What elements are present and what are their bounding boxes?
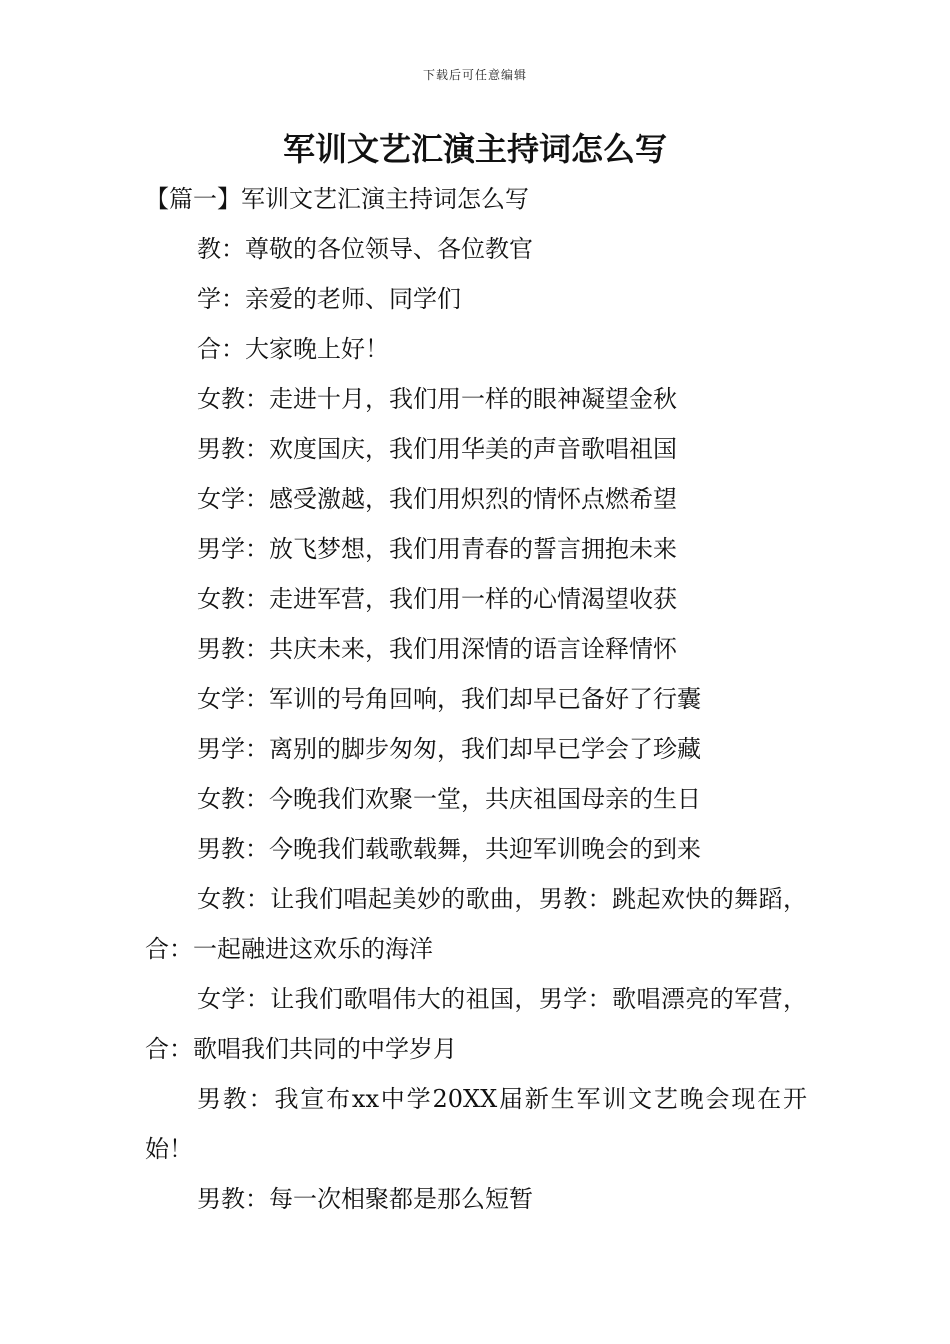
section-heading: 【篇一】军训文艺汇演主持词怎么写 — [145, 185, 529, 213]
script-line: 男学：离别的脚步匆匆，我们却早已学会了珍藏 — [197, 735, 701, 763]
script-line: 合：大家晚上好！ — [197, 335, 389, 363]
script-line: 女学：军训的号角回响，我们却早已备好了行囊 — [197, 685, 701, 713]
script-line: 教：尊敬的各位领导、各位教官 — [197, 235, 533, 263]
script-line: 男教：每一次相聚都是那么短暂 — [197, 1185, 533, 1213]
page-header-note: 下载后可任意编辑 — [422, 68, 527, 82]
document-body — [145, 174, 807, 1224]
script-line: 女学：让我们歌唱伟大的祖国，男学：歌唱漂亮的军营，合：歌唱我们共同的中学岁月 — [145, 985, 807, 1063]
script-line: 学：亲爱的老师、同学们 — [197, 285, 461, 313]
script-line: 女教：让我们唱起美妙的歌曲，男教：跳起欢快的舞蹈，合：一起融进这欢乐的海洋 — [145, 885, 807, 963]
script-line: 男教：我宣布xx中学20XX届新生军训文艺晚会现在开始！ — [145, 1085, 807, 1163]
script-line: 女学：感受激越，我们用炽烈的情怀点燃希望 — [197, 485, 677, 513]
script-line: 女教：走进十月，我们用一样的眼神凝望金秋 — [197, 385, 677, 413]
script-line: 男教：欢度国庆，我们用华美的声音歌唱祖国 — [197, 435, 677, 463]
script-line: 女教：走进军营，我们用一样的心情渴望收获 — [197, 585, 677, 613]
script-line: 女教：今晚我们欢聚一堂，共庆祖国母亲的生日 — [197, 785, 701, 813]
script-line: 男教：今晚我们载歌载舞，共迎军训晚会的到来 — [197, 835, 701, 863]
script-line: 男学：放飞梦想，我们用青春的誓言拥抱未来 — [197, 535, 677, 563]
document-title: 军训文艺汇演主持词怎么写 — [282, 130, 667, 168]
script-line: 男教：共庆未来，我们用深情的语言诠释情怀 — [197, 635, 677, 663]
